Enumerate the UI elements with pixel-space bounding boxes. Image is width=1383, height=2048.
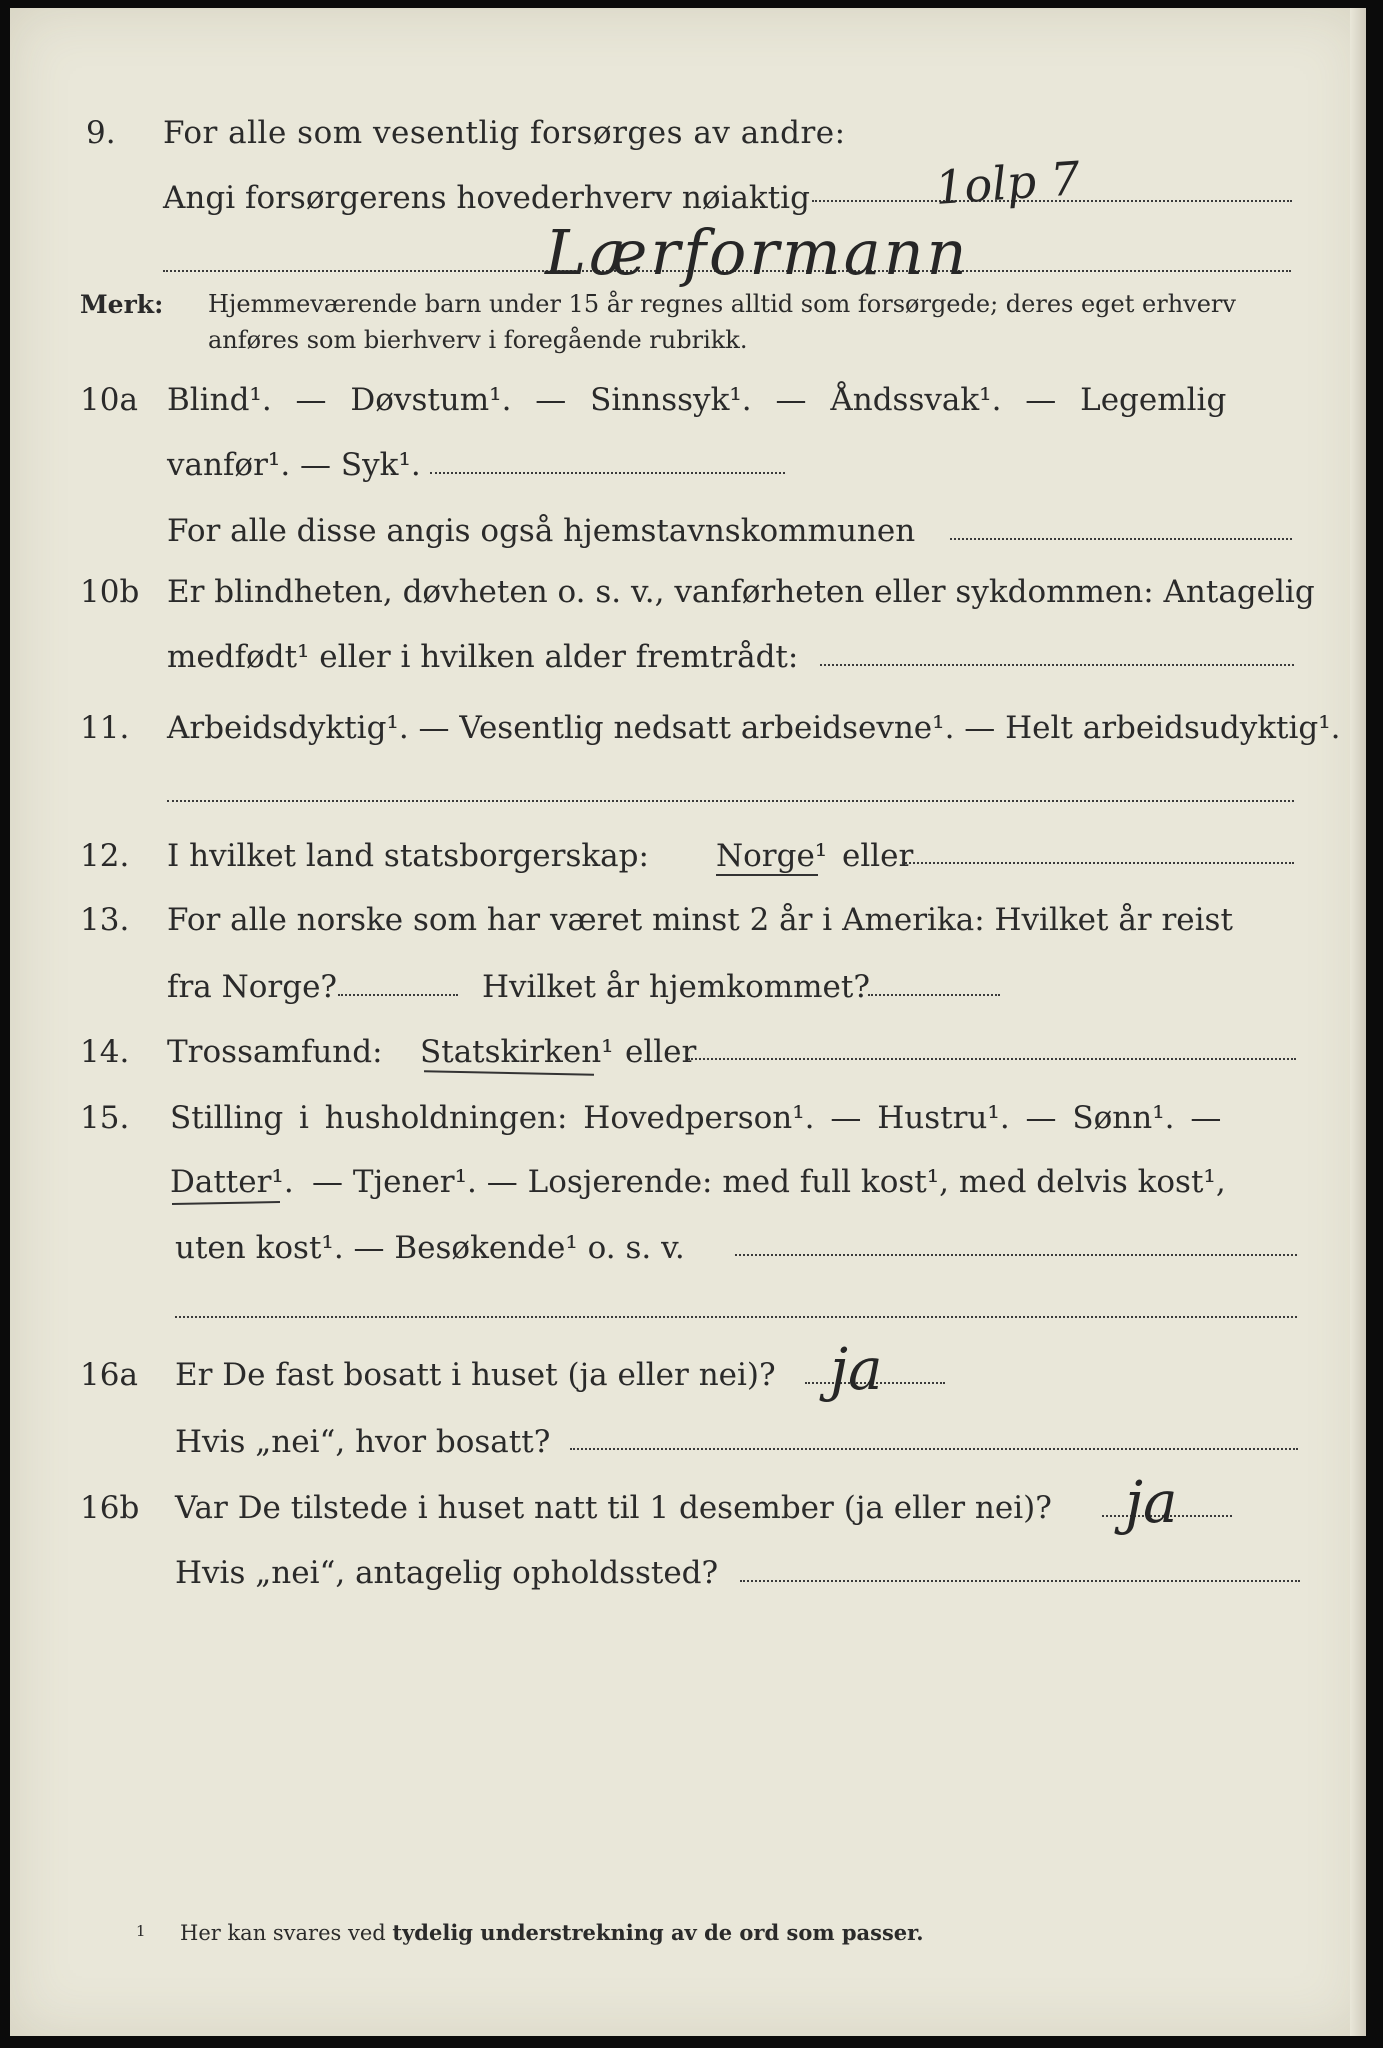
q12-answer-line[interactable] (902, 862, 1294, 864)
q14-number: 14. (80, 1034, 130, 1070)
footnote-mark: 1 (136, 1922, 146, 1940)
q14-answer-line[interactable] (688, 1058, 1296, 1060)
q10a-hjemstavn-line[interactable] (950, 538, 1292, 540)
q11-line1: Arbeidsdyktig¹. — Vesentlig nedsatt arbeidsevne¹. — Helt arbeidsudyktig¹. (167, 710, 1341, 746)
q15-answer-line-2[interactable] (175, 1316, 1297, 1318)
q10a-number: 10a (80, 382, 138, 418)
q9-handwritten-note: 1olp 7 (933, 151, 1082, 215)
q12-number: 12. (80, 838, 130, 874)
q10a-syk-line[interactable] (430, 472, 785, 474)
q16b-number: 16b (80, 1490, 140, 1526)
q16a-line2: Hvis „nei“, hvor bosatt? (175, 1424, 551, 1460)
q12-prefix: I hvilket land statsborgerskap: (167, 838, 649, 874)
q15-option-datter[interactable]: Datter¹. (170, 1164, 294, 1200)
footnote-plain: Her kan svares ved (180, 1921, 386, 1945)
q13-number: 13. (80, 902, 130, 938)
q14-suffix: eller (625, 1034, 697, 1070)
q16a-line1: Er De fast bosatt i huset (ja eller nei)? (175, 1357, 776, 1393)
q16b-handwritten-answer: ja (1125, 1468, 1178, 1536)
q15-line1: Stilling i husholdningen: Hovedperson¹. — Hustru¹. — Sønn¹. — (170, 1100, 1222, 1136)
q13-line1: For alle norske som har været minst 2 år i Amerika: Hvilket år reist (167, 902, 1233, 938)
merk-line1: Hjemmeværende barn under 15 år regnes alltid som forsørgede; deres eget erhverv (208, 290, 1236, 318)
q16a-handwritten-answer: ja (830, 1335, 883, 1403)
merk-line2: anføres som bierhverv i foregående rubrikk. (208, 326, 748, 354)
q10a-line1: Blind¹. — Døvstum¹. — Sinnssyk¹. — Åndssvak¹. — Legemlig (167, 382, 1227, 418)
q15-line2: — Tjener¹. — Losjerende: med full kost¹, med delvis kost¹, (312, 1164, 1226, 1200)
q10b-line2: medfødt¹ eller i hvilken alder fremtrådt: (167, 639, 799, 675)
q12-suffix: eller (842, 838, 914, 874)
q16b-opholdssted-line[interactable] (740, 1580, 1300, 1582)
q10b-answer-line[interactable] (820, 664, 1294, 666)
q10b-line1: Er blindheten, døvheten o. s. v., vanførheten eller sykdommen: Antagelig (167, 574, 1315, 610)
q14-prefix: Trossamfund: (167, 1034, 383, 1070)
q12-option-norge[interactable]: Norge¹ (716, 838, 828, 874)
q10b-number: 10b (80, 574, 140, 610)
q15-line3: uten kost¹. — Besøkende¹ o. s. v. (175, 1230, 685, 1266)
q14-option-statskirken[interactable]: Statskirken¹ (420, 1034, 614, 1070)
q16b-line2: Hvis „nei“, antagelig opholdssted? (175, 1555, 719, 1591)
q9-number: 9. (86, 115, 116, 151)
q13-reist-line[interactable] (338, 994, 458, 996)
q9-line2: Angi forsørgerens hovederhverv nøiaktig (163, 180, 810, 216)
footnote-text (180, 1920, 924, 1945)
q13-hjemkommet-line[interactable] (868, 994, 1000, 996)
q13-line2a: fra Norge? (167, 969, 338, 1005)
q10a-line2: vanfør¹. — Syk¹. (167, 447, 421, 483)
q9-handwritten-answer: Lærformann (545, 216, 970, 289)
q9-line1: For alle som vesentlig forsørges av andre: (163, 115, 846, 151)
q15-answer-line-1[interactable] (735, 1254, 1297, 1256)
q16a-bosatt-line[interactable] (570, 1448, 1298, 1450)
q16b-line1: Var De tilstede i huset natt til 1 desember (ja eller nei)? (175, 1490, 1052, 1526)
merk-label: Merk: (80, 290, 164, 319)
q10a-line3: For alle disse angis også hjemstavnskommunen (167, 513, 916, 549)
q13-line2b: Hvilket år hjemkommet? (482, 969, 870, 1005)
q11-number: 11. (80, 710, 130, 746)
footnote-bold: tydelig understrekning av de ord som passer. (392, 1920, 924, 1945)
q15-number: 15. (80, 1100, 130, 1136)
q12-norge-underline (716, 874, 818, 876)
q11-answer-line[interactable] (167, 800, 1294, 802)
q16a-number: 16a (80, 1357, 138, 1393)
